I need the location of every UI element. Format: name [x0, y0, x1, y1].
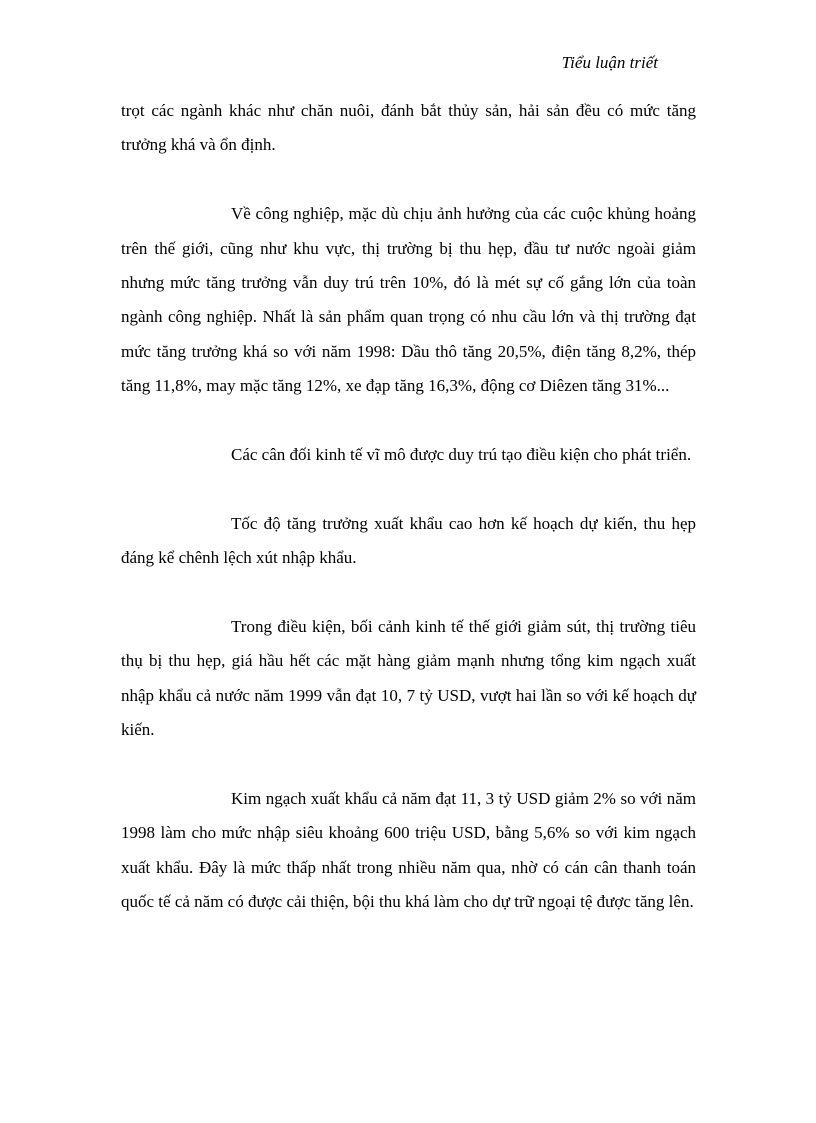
page-header: Tiểu luận triết: [561, 53, 658, 72]
paragraph-export-turnover: Kim ngạch xuất khẩu cả năm đạt 11, 3 tỷ USD giảm 2% so với năm 1998 làm cho mức nhập siêu khoảng 600 triệu USD, bằng 5,6% so với kim ngạch xuất khẩu. Đây là mức thấp nhất trong nhiều năm qua, nhờ có cán cân thanh toán quốc tế cả năm có được cải thiện, bội thu khá làm cho dự trữ ngoại tệ được tăng lên.: [121, 789, 696, 912]
paragraph-industry: Về công nghiệp, mặc dù chịu ảnh hưởng của các cuộc khủng hoảng trên thế giới, cũng như khu vực, thị trường bị thu hẹp, đầu tư nước ngoài giảm nhưng mức tăng trưởng vẫn duy trú trên 10%, đó là mét sự cố gắng lớn của toàn ngành công nghiệp. Nhất là sản phẩm quan trọng có nhu cầu lớn và thị trường đạt mức tăng trưởng khá so với năm 1998: Dầu thô tăng 20,5%, điện tăng 8,2%, thép tăng 11,8%, may mặc tăng 12%, xe đạp tăng 16,3%, động cơ Diêzen tăng 31%...: [121, 204, 696, 396]
paragraph-macro-balance: Các cân đối kinh tế vĩ mô được duy trú tạo điều kiện cho phát triển.: [231, 445, 692, 465]
paragraph-trade-turnover: Trong điều kiện, bối cảnh kinh tế thế giới giảm sút, thị trường tiêu thụ bị thu hẹp, giá hầu hết các mặt hàng giảm mạnh nhưng tổng kim ngạch xuất nhập khẩu cả nước năm 1999 vẫn đạt 10, 7 tỷ USD, vượt hai lần so với kế hoạch dự kiến.: [121, 617, 696, 740]
paragraph-export-growth: Tốc độ tăng trưởng xuất khẩu cao hơn kế hoạch dự kiến, thu hẹp đáng kể chênh lệch xút nhập khẩu.: [121, 513, 696, 568]
paragraph-continuation: trọt các ngành khác như chăn nuôi, đánh bắt thủy sản, hải sản đều có mức tăng trưởng khá và ổn định.: [121, 101, 696, 155]
document-body: [121, 94, 696, 954]
